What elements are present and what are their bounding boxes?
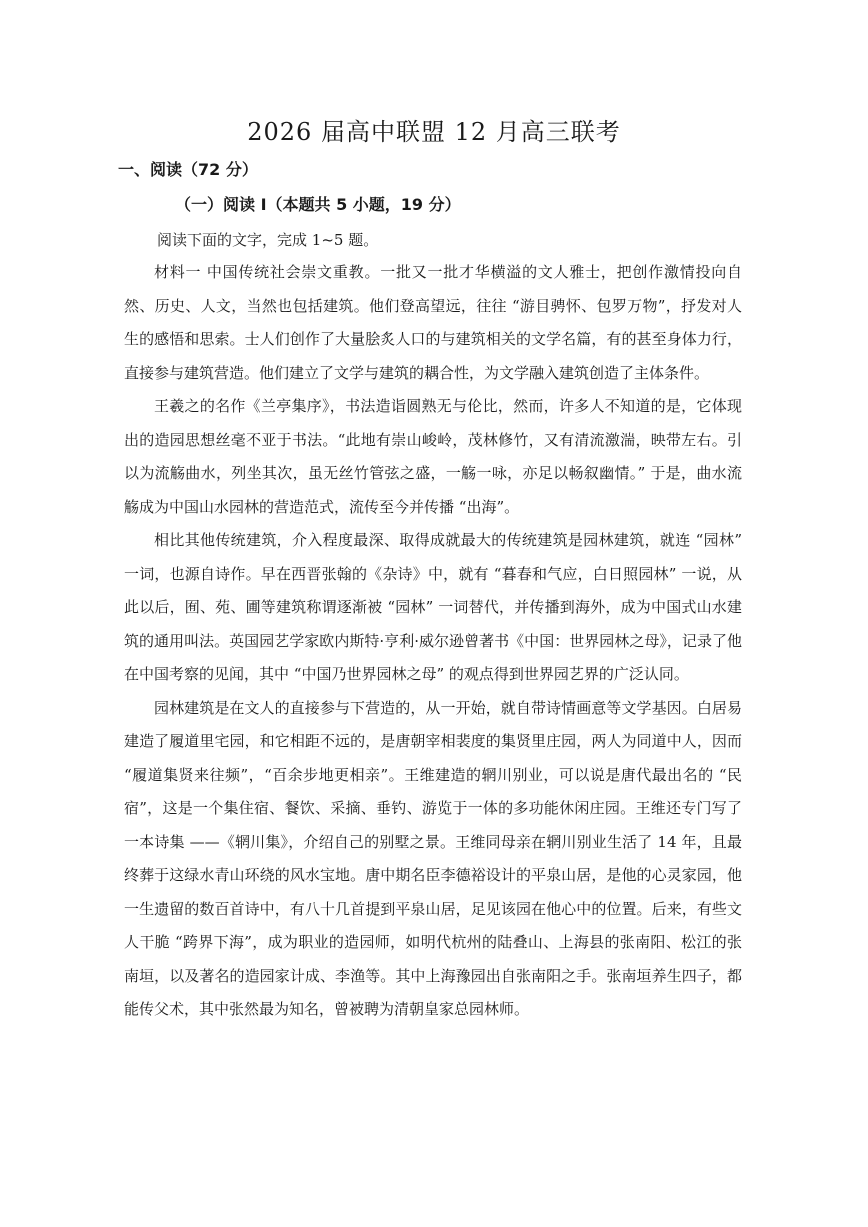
paragraph-literati-gardens: 园林建筑是在文人的直接参与下营造的，从一开始，就自带诗情画意等文学基因。白居易建造了履道里宅园，和它相距不远的，是唐朝宰相裴度的集贤里庄园，两人为同道中人，因而 “履道集贤来往频”，“百余步地更相亲”。王维建造的辋川别业，可以说是唐代最出名的 “民宿”，这是一个集住宿、餐饮、采摘、垂钓、游览于一体的多功能休闲庄园。王维还专门写了一本诗集 ——《辋川集》，介绍自己的别墅之景。王维同母亲在辋川别业生活了 14 年，且最终葬于这绿水青山环绕的风水宝地。唐中期名臣李德裕设计的平泉山居，是他的心灵家园，他一生遗留的数百首诗中，有八十几首提到平泉山居，足见该园在他心中的位置。后来，有些文人干脆 “跨界下海”，成为职业的造园师，如明代杭州的陆叠山、上海县的张南阳、松江的张南垣，以及著名的造园家计成、李渔等。其中上海豫园出自张南阳之手。张南垣养生四子，都能传父术，其中张然最为知名，曾被聘为清朝皇家总园林师。 <box>124 698 742 1018</box>
paragraph-wang-xizhi: 王羲之的名作《兰亭集序》，书法造诣圆熟无与伦比，然而，许多人不知道的是，它体现出的造园思想丝毫不亚于书法。“此地有崇山峻岭，茂林修竹，又有清流激湍，映带左右。引以为流觞曲水，列坐其次，虽无丝竹管弦之盛，一觞一咏，亦足以畅叙幽情。” 于是，曲水流觞成为中国山水园林的营造范式，流传至今并传播 “出海”。 <box>124 397 742 516</box>
section-heading: 一、阅读（72 分） <box>118 160 258 179</box>
reading-passage <box>124 256 742 1027</box>
paragraph-material-one-intro: 材料一 中国传统社会崇文重教。一批又一批才华横溢的文人雅士，把创作激情投向自然、历史、人文，当然也包括建筑。他们登高望远，往往 “游目骋怀、包罗万物”，抒发对人生的感悟和思索。士人们创作了大量脍炙人口的与建筑相关的文学名篇，有的甚至身体力行，直接参与建筑营造。他们建立了文学与建筑的耦合性，为文学融入建筑创造了主体条件。 <box>124 263 742 382</box>
paragraph-garden-architecture: 相比其他传统建筑，介入程度最深、取得成就最大的传统建筑是园林建筑，就连 “园林” 一词，也源自诗作。早在西晋张翰的《杂诗》中，就有 “暮春和气应，白日照园林” 一说，从此以后，囿、苑、圃等建筑称谓逐渐被 “园林” 一词替代，并传播到海外，成为中国式山水建筑的通用叫法。英国园艺学家欧内斯特·亨利·威尔逊曾著书《中国：世界园林之母》，记录了他在中国考察的见闻，其中 “中国乃世界园林之母” 的观点得到世界园艺界的广泛认同。 <box>124 531 742 683</box>
sub-section-heading: （一）阅读 Ⅰ（本题共 5 小题，19 分） <box>175 195 461 214</box>
document-title: 2026 届高中联盟 12 月高三联考 <box>247 118 621 146</box>
reading-instruction: 阅读下面的文字，完成 1~5 题。 <box>157 231 379 249</box>
